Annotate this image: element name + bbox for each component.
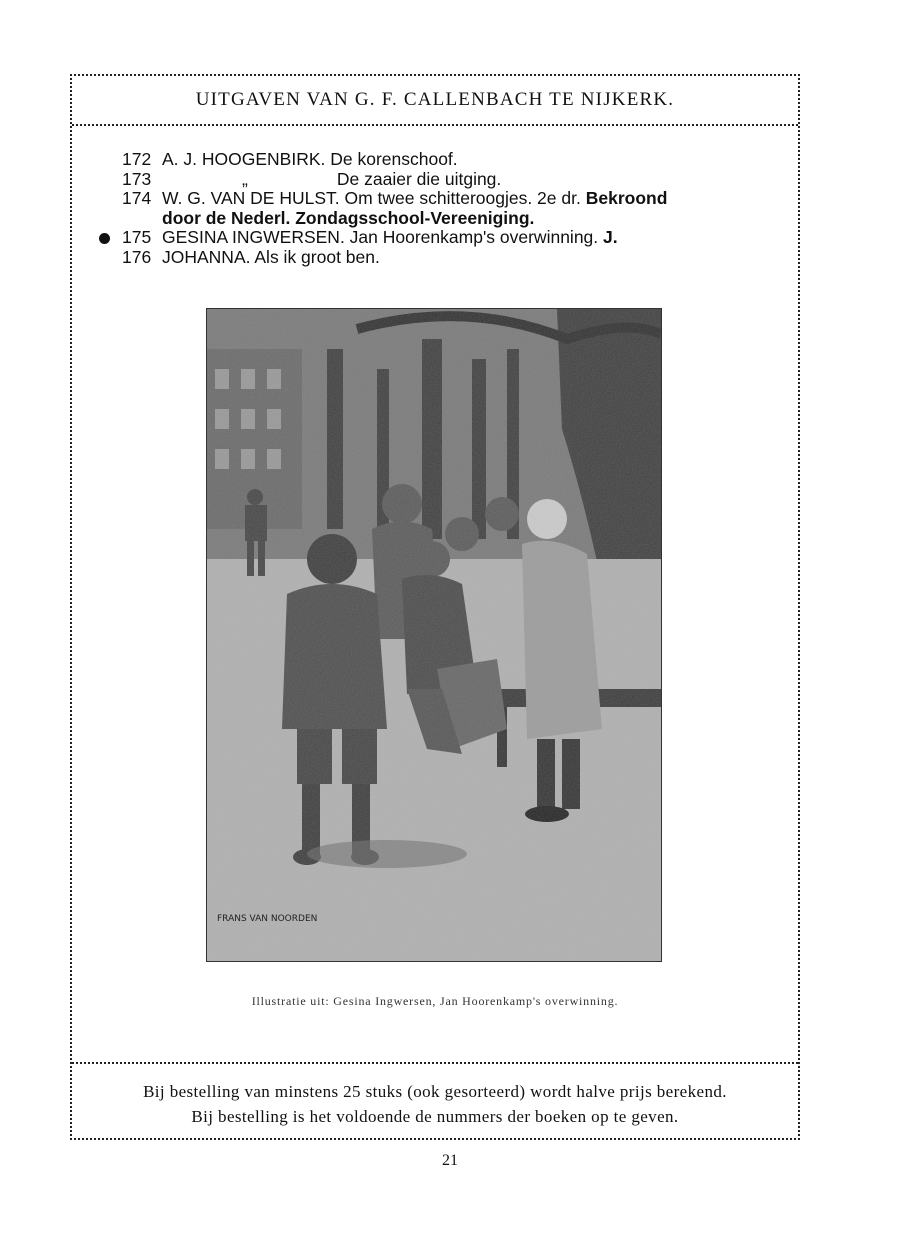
order-notice-line-2: Bij bestelling is het voldoende de nummers der boeken op te geven.: [191, 1107, 679, 1126]
book-entry-175: [92, 228, 797, 248]
entry-number: 175: [122, 227, 152, 247]
page-header: [72, 76, 798, 126]
bullet-marker: [99, 233, 110, 244]
ditto-mark: „: [242, 168, 248, 189]
entry-text: De zaaier die uitging.: [336, 168, 502, 189]
entry-text: W. G. VAN DE HULST. Om twee schitteroogjes. 2e dr.: [162, 188, 581, 208]
entry-text: JOHANNA. Als ik groot ben.: [162, 246, 380, 267]
artist-signature: FRANS VAN NOORDEN: [217, 914, 318, 924]
book-entry-172: [92, 150, 797, 170]
order-notice-line-1: Bij bestelling van minstens 25 stuks (ook gesorteerd) wordt halve prijs berekend.: [143, 1082, 727, 1101]
park-scene-drawing: [207, 309, 661, 961]
entry-number: 176: [122, 246, 152, 267]
book-entry-174: [92, 189, 797, 228]
entry-number: 172: [122, 149, 152, 169]
publisher-title: UITGAVEN VAN G. F. CALLENBACH TE NIJKERK.: [195, 89, 675, 110]
entry-award-continuation: door de Nederl. Zondagsschool-Vereeniging.: [162, 207, 535, 228]
entry-award: Bekroond: [585, 188, 668, 208]
entry-number: 174: [122, 188, 152, 208]
entry-age-mark: J.: [603, 227, 618, 247]
entry-text: A. J. HOOGENBIRK. De korenschoof.: [162, 149, 458, 169]
entry-text: GESINA INGWERSEN. Jan Hoorenkamp's overwinning.: [162, 227, 599, 247]
illustration-caption: Illustratie uit: Gesina Ingwersen, Jan Hoorenkamp's overwinning.: [251, 994, 619, 1008]
catalog-frame: [70, 74, 800, 1140]
book-entry-176: [92, 248, 797, 268]
entry-number: 173: [122, 168, 152, 189]
illustration: [206, 308, 662, 962]
order-notice: [72, 1062, 798, 1140]
book-entry-173: [92, 170, 797, 190]
page-number: 21: [442, 1152, 458, 1169]
book-list: [92, 150, 797, 267]
